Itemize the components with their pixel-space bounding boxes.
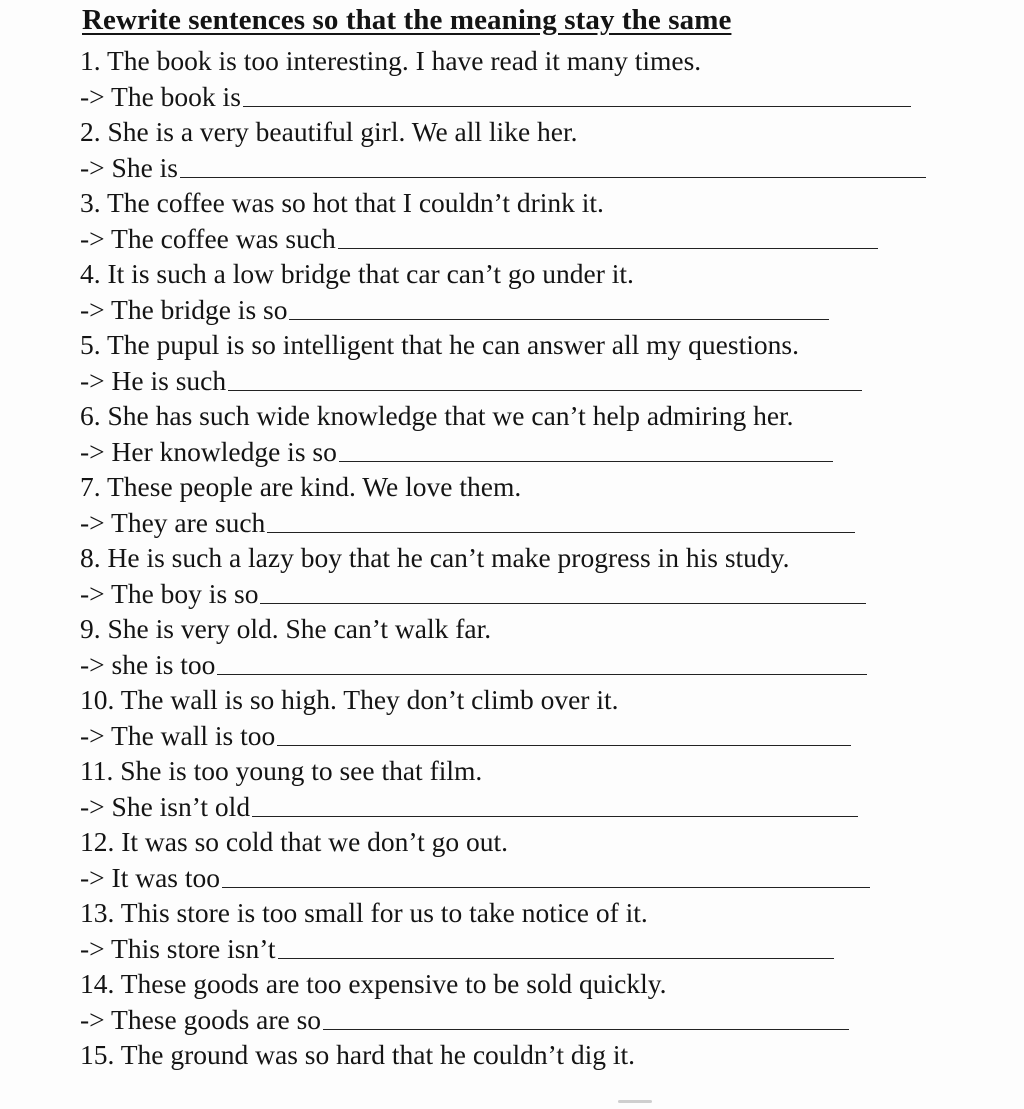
exercise-item-11 [80,753,960,824]
answer-blank [217,674,867,675]
exercise-item-12 [80,824,960,895]
answer-blank [323,1029,849,1030]
answer-prompt: -> The bridge is so [80,294,288,325]
exercise-item-1 [80,43,960,114]
answer-blank [289,319,829,320]
exercise-item-15 [80,1037,960,1073]
answer-line [80,150,960,185]
answer-blank [278,958,834,959]
exercise-list [80,43,960,1073]
answer-blank [228,390,862,391]
answer-line [80,79,960,114]
answer-line [80,434,960,469]
exercise-item-4 [80,256,960,327]
answer-blank [267,532,855,533]
exercise-item-9 [80,611,960,682]
answer-prompt: -> The boy is so [80,578,259,609]
answer-line [80,1002,960,1037]
answer-prompt: -> She is [80,152,179,183]
answer-blank [180,177,926,178]
answer-prompt: -> Her knowledge is so [80,436,337,467]
answer-prompt: -> The coffee was such [80,223,336,254]
answer-prompt: -> These goods are so [80,1004,322,1035]
answer-line [80,363,960,398]
exercise-item-7 [80,469,960,540]
answer-prompt: -> she is too [80,649,216,680]
answer-prompt: -> He is such [80,365,227,396]
exercise-item-5 [80,327,960,398]
answer-line [80,860,960,895]
question-text: 15. The ground was so hard that he couldn’t dig it. [80,1039,636,1070]
answer-line [80,718,960,753]
question-text: 7. These people are kind. We love them. [80,471,522,502]
question-text: 6. She has such wide knowledge that we can’t help admiring her. [80,400,794,431]
question-text: 5. The pupul is so intelligent that he can answer all my questions. [80,329,799,360]
exercise-item-6 [80,398,960,469]
answer-line [80,647,960,682]
answer-blank [277,745,851,746]
answer-prompt: -> The wall is too [80,720,276,751]
worksheet-title: Rewrite sentences so that the meaning stay the same [82,4,732,36]
answer-prompt: -> This store isn’t [80,933,276,964]
question-text: 1. The book is too interesting. I have read it many times. [80,45,702,76]
question-text: 14. These goods are too expensive to be sold quickly. [80,968,667,999]
answer-blank [338,248,878,249]
answer-line [80,221,960,256]
question-text: 11. She is too young to see that film. [80,755,483,786]
answer-line [80,789,960,824]
exercise-item-3 [80,185,960,256]
answer-prompt: -> The book is [80,81,241,112]
exercise-item-13 [80,895,960,966]
answer-prompt: -> They are such [80,507,266,538]
bottom-scan-mark [618,1100,652,1103]
exercise-item-2 [80,114,960,185]
question-text: 9. She is very old. She can’t walk far. [80,613,492,644]
question-text: 13. This store is too small for us to take notice of it. [80,897,648,928]
answer-prompt: -> It was too [80,862,220,893]
question-text: 4. It is such a low bridge that car can’t go under it. [80,258,634,289]
answer-blank [260,603,866,604]
exercise-item-8 [80,540,960,611]
exercise-item-10 [80,682,960,753]
question-text: 10. The wall is so high. They don’t climb over it. [80,684,619,715]
answer-line [80,505,960,540]
answer-prompt: -> She isn’t old [80,791,251,822]
question-text: 8. He is such a lazy boy that he can’t make progress in his study. [80,542,790,573]
answer-blank [339,461,833,462]
answer-line [80,931,960,966]
answer-blank [252,816,858,817]
question-text: 2. She is a very beautiful girl. We all like her. [80,116,578,147]
answer-blank [243,106,911,107]
answer-blank [222,887,870,888]
question-text: 3. The coffee was so hot that I couldn’t drink it. [80,187,604,218]
exercise-item-14 [80,966,960,1037]
answer-line [80,292,960,327]
question-text: 12. It was so cold that we don’t go out. [80,826,508,857]
answer-line [80,576,960,611]
